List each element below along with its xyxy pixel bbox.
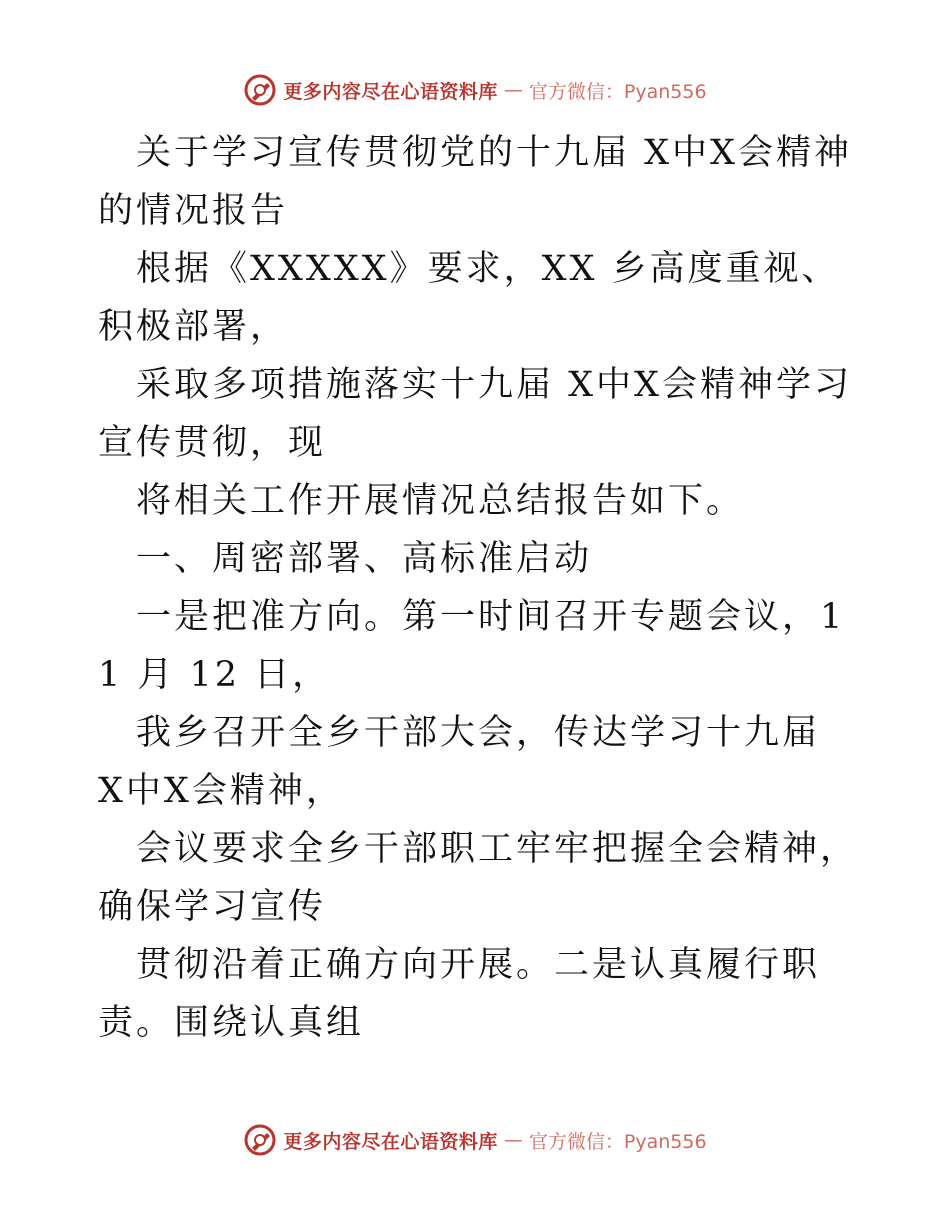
document-body	[98, 124, 858, 1052]
banner-separator: —	[503, 1129, 523, 1151]
paragraph: 采取多项措施落实十九届 X中X会精神学习宣传贯彻，现	[98, 365, 852, 463]
logo-pen-icon	[243, 1123, 277, 1157]
paragraph: 将相关工作开展情况总结报告如下。	[136, 481, 745, 521]
banner-separator: —	[503, 79, 523, 101]
paragraph: 一是把准方向。第一时间召开专题会议，11 月 12 日，	[98, 597, 846, 695]
paragraph: 根据《XXXXX》要求，XX 乡高度重视、积极部署，	[98, 249, 840, 347]
banner-brand-text: 更多内容尽在心语资料库	[283, 1130, 498, 1153]
paragraph: 贯彻沿着正确方向开展。二是认真履行职责。围绕认真组	[98, 945, 821, 1043]
document-title: 关于学习宣传贯彻党的十九届 X中X会精神的情况报告	[98, 133, 852, 231]
footer-banner	[0, 1120, 950, 1160]
header-banner	[0, 70, 950, 110]
paragraph: 会议要求全乡干部职工牢牢把握全会精神，确保学习宣传	[98, 829, 859, 927]
section-heading: 一、周密部署、高标准启动	[136, 539, 593, 579]
banner-brand-text: 更多内容尽在心语资料库	[283, 80, 498, 103]
banner-wechat-text: 官方微信：Pyan556	[528, 1130, 707, 1153]
logo-pen-icon	[243, 73, 277, 107]
paragraph: 我乡召开全乡干部大会，传达学习十九届 X中X会精神，	[98, 713, 821, 811]
banner-wechat-text: 官方微信：Pyan556	[528, 80, 707, 103]
